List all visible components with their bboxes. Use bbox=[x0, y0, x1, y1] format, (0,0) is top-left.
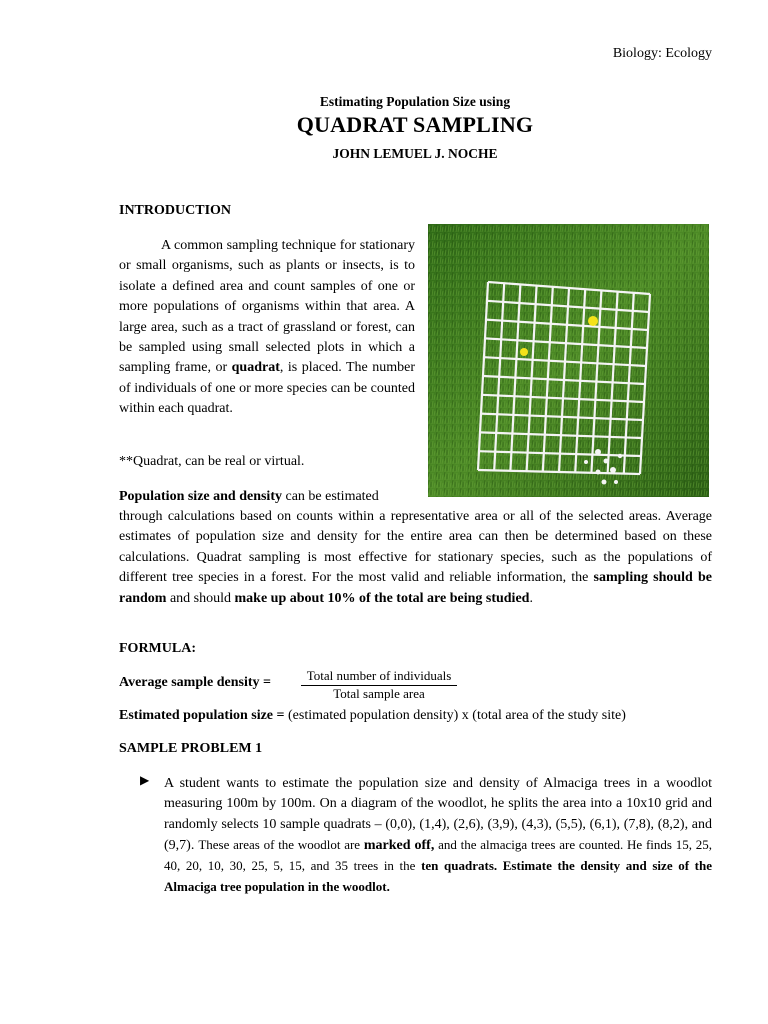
bullet-icon: ▶ bbox=[140, 773, 150, 787]
density-fraction bbox=[301, 668, 457, 702]
quadrat-note: **Quadrat, can be real or virtual. bbox=[119, 454, 305, 469]
author: JOHN LEMUEL J. NOCHE bbox=[332, 146, 498, 161]
population-paragraph: through calculations based on counts within a representative area or all of the selected areas. Average estimates of population size and density for the entire area can then be determined based on these calculations. Quadrat sampling is most effective for stationary species, such as the populations of different tree species in a forest. For the most valid and reliable information, the sampling should be random and should make up about 10% of the total are being studied. bbox=[119, 509, 712, 606]
average-density-label: Average sample density = bbox=[119, 675, 271, 690]
dandelion-flower bbox=[520, 348, 528, 356]
population-paragraph-start: Population size and density can be estimated bbox=[119, 489, 379, 504]
dandelion-flower bbox=[588, 316, 598, 326]
page-title: QUADRAT SAMPLING bbox=[296, 112, 534, 137]
sample-problem-text: A student wants to estimate the population size and density of Almaciga trees in a woodlot measuring 100m by 100m. On a diagram of the woodlot, he splits the area into a 10x10 grid and randomly selects 10 sample quadrats – (0,0), (1,4), (2,6), (3,9), (4,3), (5,5), (6,1), (7,8), (8,2), and (9,7). These areas of the woodlot are marked off, and the almaciga trees are counted. He finds 15, 25, 40, 20, 10, 30, 25, 5, 15, and 35 trees in the ten quadrats. Estimate the density and size of the Almaciga tree population in the woodlot. bbox=[164, 776, 712, 895]
intro-heading: INTRODUCTION bbox=[119, 203, 232, 218]
header-subject: Biology: Ecology bbox=[612, 46, 712, 61]
estimated-size-formula: Estimated population size = (estimated population density) x (total area of the study site) bbox=[119, 708, 626, 723]
formula-heading: FORMULA: bbox=[119, 641, 196, 656]
intro-paragraph: A common sampling technique for stationary or small organisms, such as plants or insects, is to isolate a defined area and count samples of one or more populations of organisms within that area. A large area, such as a tract of grassland or forest, can be sampled using small selected plots in which a sampling frame, or quadrat, is placed. The number of individuals of one or more species can be counted within each quadrat. bbox=[119, 238, 415, 417]
pre-title: Estimating Population Size using bbox=[319, 94, 511, 109]
sample-problem-heading: SAMPLE PROBLEM 1 bbox=[119, 741, 263, 756]
fraction-denominator: Total sample area bbox=[333, 686, 425, 701]
quadrat-photo bbox=[428, 224, 709, 497]
fraction-numerator: Total number of individuals bbox=[301, 668, 457, 686]
